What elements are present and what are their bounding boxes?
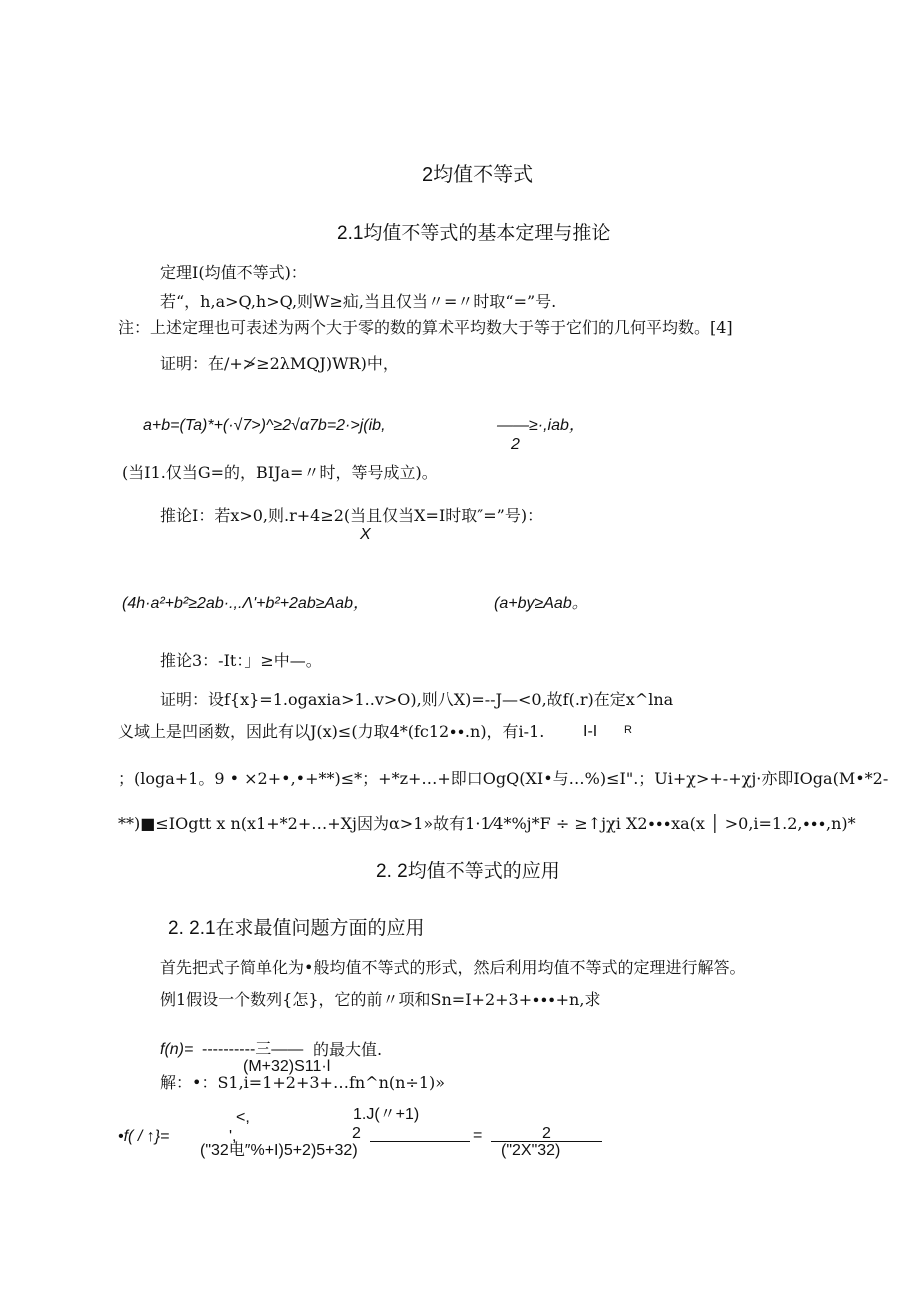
f2-right-numerator: 2 — [542, 1125, 551, 1142]
f2-mid-left: ', — [229, 1128, 237, 1145]
applications-intro: 首先把式子简单化为•般均值不等式的形式，然后利用均值不等式的定理进行解答。 — [160, 958, 746, 977]
equation1-fraction-bottom: 2 — [511, 436, 520, 453]
f2-left: •f( / ↑}= — [118, 1128, 170, 1145]
theorem-label: 定理I(均值不等式)： — [160, 263, 307, 282]
equation1-condition: (当I1.仅当G=的，BIJa=〃时，等号成立)。 — [122, 463, 438, 482]
corollary3: 推论3：-It：」≥中—。 — [160, 651, 322, 670]
equation1-left: a+b=(Ta)*+(·√7>)^≥2√α7b=2·>j(ib, — [143, 417, 386, 434]
f2-top-left: <, — [236, 1109, 250, 1126]
f2-equals: = — [473, 1127, 483, 1144]
proof3-line1: 证明：设f{x}=1.ogaxia>1..v>O),则八X)=--J—<0,故f(.r)在定x^lna — [160, 690, 674, 709]
function-max-text: 的最大值. — [313, 1040, 383, 1059]
heading-section: 2.1均值不等式的基本定理与推论 — [337, 223, 611, 244]
corollary2-left: (4h·a²+b²≥2ab·.,.Λ'+b²+2ab≥Aab， — [122, 595, 369, 612]
function-fraction-bar: ----------三—— — [202, 1041, 304, 1058]
proof3-line3: ；(loga+1。9 • ×2+•,•+**)≤*；+*z+…+即口OgQ(XI•与…%)≤I".；Ui+χ>+-+χj·亦即IOga(M•*2- — [118, 769, 889, 788]
f2-top-right: 1.J(〃+1) — [353, 1106, 420, 1123]
theorem-statement: 若“，h,a>Q,h>Q,则W≥疝,当且仅当〃=〃时取“=”号. — [160, 292, 557, 311]
proof1-intro: 证明：在/+≯≥2λMQJ)WR)中， — [160, 354, 399, 373]
heading-subsection: 2. 2.1在求最值问题方面的应用 — [168, 918, 425, 939]
corollary2-right: (a+by≥Aab。 — [494, 595, 588, 612]
note-text: 注：上述定理也可表述为两个大于零的数的算术平均数大于等于它们的几何平均数。[4] — [118, 318, 733, 337]
f2-denominator: ("32电″%+I)5+2)5+32) — [200, 1142, 358, 1159]
f2-right-denominator: ("2X"32) — [501, 1142, 561, 1159]
proof3-line2-mark: R — [624, 724, 632, 736]
solution-line: 解：•：S1,i=1+2+3+…fn^n(n÷1)» — [160, 1073, 446, 1092]
proof3-line2: 义域上是凹函数，因此有以J(x)≤(力取4*(fc12∙∙.n)，有i-1. — [118, 722, 545, 741]
f2-fraction-rule — [370, 1141, 470, 1142]
heading-main: 2均值不等式 — [422, 164, 534, 186]
heading-applications: 2. 2均值不等式的应用 — [376, 861, 560, 882]
equation1-fraction-top: ——≥·,iab， — [497, 417, 585, 434]
corollary1: 推论I：若x>0,则.r+4≥2(当且仅当X=I时取″=”号)： — [160, 506, 544, 525]
corollary1-x: X — [360, 526, 371, 543]
function-definition: f(n)= — [160, 1041, 194, 1058]
example1-statement: 例1假设一个数列{怎}，它的前〃项和Sn=I+2+3+∙∙∙+n,求 — [160, 990, 601, 1009]
function-denominator: (M+32)S11·l — [243, 1058, 331, 1075]
proof3-line4: **)■≤IOgtt x n(x1+*2+…+Xj因为α>1»故有1·1⁄4*%j*F ÷ ≥↑jχi X2∙∙∙xa(x │ >0,i=1.2,∙∙∙,n)* — [118, 814, 856, 833]
f2-mid-right: 2 — [352, 1125, 361, 1142]
proof3-line2-bars: I-I — [583, 723, 598, 740]
